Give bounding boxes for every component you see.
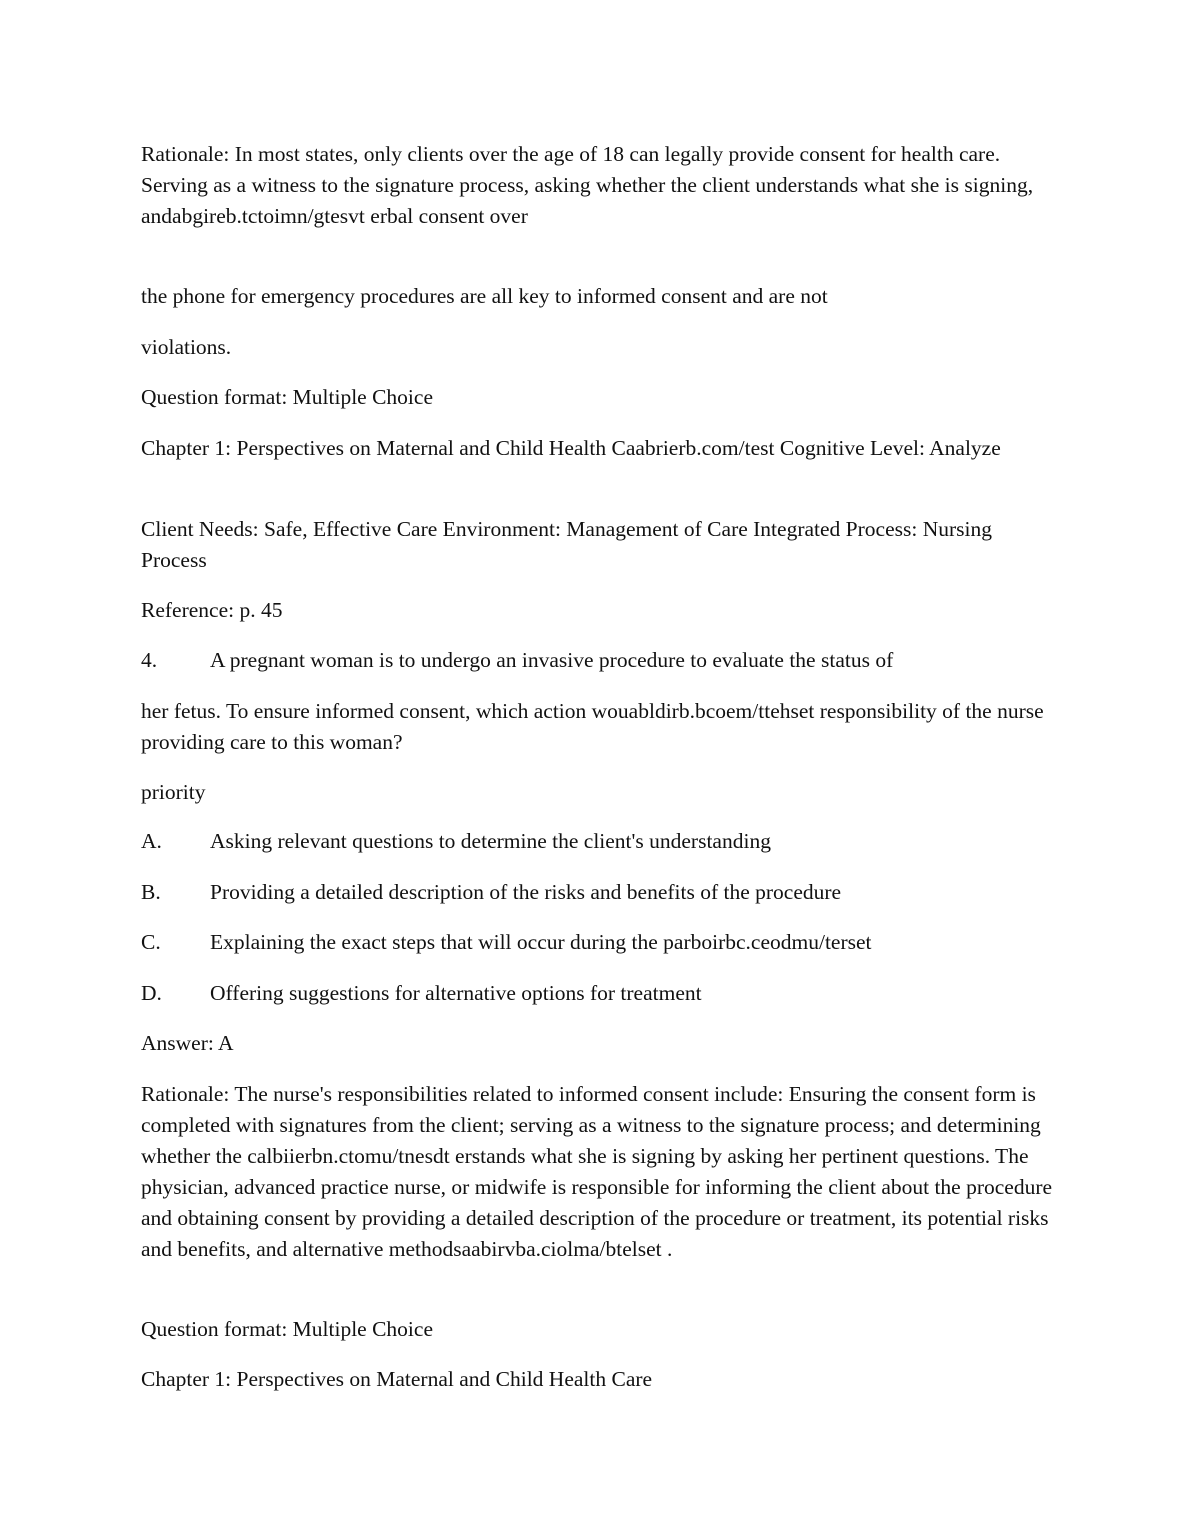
chapter-line-2: Chapter 1: Perspectives on Maternal and Child Health Care (141, 1367, 653, 1391)
question-stem-continuation: her fetus. To ensure informed consent, which action wouabldirb.bcoem/ttehset responsibility of the nurse providing care to this woman? (141, 699, 1044, 754)
option-text: Providing a detailed description of the risks and benefits of the procedure (210, 880, 842, 904)
question-stem (141, 645, 1056, 676)
client-needs-line: Client Needs: Safe, Effective Care Environment: Management of Care Integrated Process: Nursing Process (141, 517, 992, 572)
question-number: 4. (141, 648, 158, 672)
rationale-continuation: the phone for emergency procedures are all key to informed consent and are not (141, 284, 828, 308)
answer-option-d (141, 978, 1056, 1009)
option-label: C. (141, 930, 161, 954)
option-text: Asking relevant questions to determine the client's understanding (210, 829, 771, 853)
question-format-2: Question format: Multiple Choice (141, 1317, 433, 1341)
reference-line: Reference: p. 45 (141, 598, 283, 622)
rationale-paragraph: Rationale: In most states, only clients over the age of 18 can legally provide consent for health care. Serving as a witness to the signature process, asking whether the client understands what she is signing, andabgireb.tctoimn/gtesvt erbal consent over (141, 142, 1034, 228)
option-label: A. (141, 829, 162, 853)
answer-option-c (141, 927, 1056, 958)
option-label: B. (141, 880, 161, 904)
question-format: Question format: Multiple Choice (141, 385, 433, 409)
option-text: Offering suggestions for alternative options for treatment (210, 981, 702, 1005)
answer-option-a (141, 826, 1056, 857)
rationale-paragraph-2: Rationale: The nurse's responsibilities related to informed consent include: Ensuring the consent form is completed with signatures from the client; serving as a witness to the signature process; and determining whether the calbiierbn.ctomu/tnesdt erstands what she is signing by asking her pertinent questions. The physician, advanced practice nurse, or midwife is responsible for informing the client about the procedure and obtaining consent by providing a detailed description of the procedure or treatment, its potential risks and benefits, and alternative methodsaabirvba.ciolma/btelset . (141, 1082, 1053, 1261)
option-text: Explaining the exact steps that will occur during the parboirbc.ceodmu/terset (210, 930, 872, 954)
option-label: D. (141, 981, 162, 1005)
answer-option-b (141, 877, 1056, 908)
chapter-line: Chapter 1: Perspectives on Maternal and Child Health Caabrierb.com/test Cognitive Level: Analyze (141, 436, 1001, 460)
question-stem-text: A pregnant woman is to undergo an invasive procedure to evaluate the status of (210, 648, 894, 672)
rationale-continuation-end: violations. (141, 335, 232, 359)
question-stem-priority: priority (141, 780, 206, 804)
answer-line: Answer: A (141, 1031, 234, 1055)
